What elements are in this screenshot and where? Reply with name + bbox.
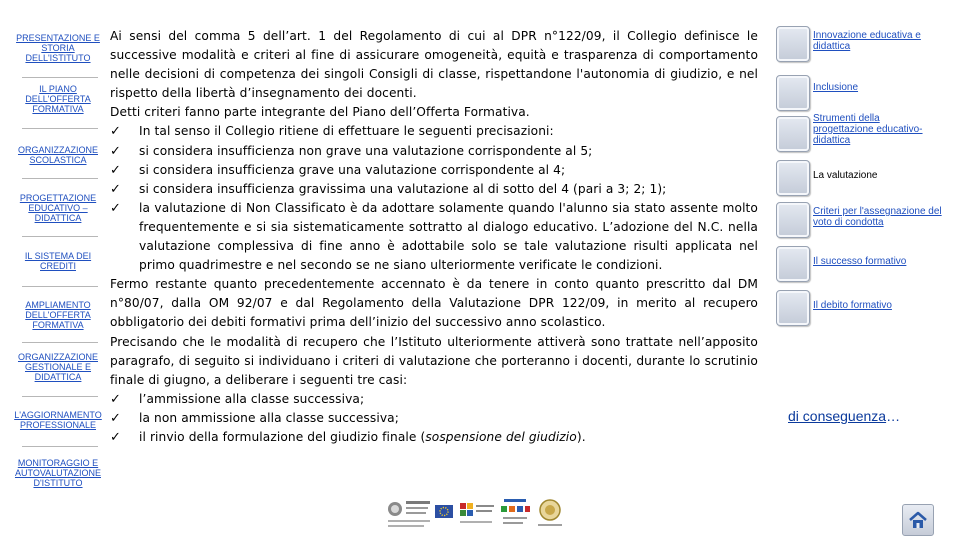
nav-label: MONITORAGGIO E xyxy=(17,458,99,468)
school-logo xyxy=(458,497,496,531)
link-label[interactable]: Il successo formativo xyxy=(813,256,907,267)
nav-divider xyxy=(22,342,98,343)
action-button[interactable] xyxy=(776,202,810,238)
nav-label: D'ISTITUTO xyxy=(33,478,83,488)
list-item xyxy=(110,390,758,409)
check-icon: ✓ xyxy=(110,391,121,407)
conseguenza-link[interactable]: di conseguenza xyxy=(788,408,887,424)
nav-label: GESTIONALE E xyxy=(24,362,92,372)
list-item-text: si considera insufficienza non grave una valutazione corrispondente al 5; xyxy=(139,143,593,158)
list-item-text: il rinvio della formulazione del giudizio finale ( xyxy=(139,429,426,444)
nav-sistema-crediti[interactable] xyxy=(14,251,102,271)
nav-divider xyxy=(22,396,98,397)
nav-progettazione-educativo-didattica[interactable] xyxy=(14,193,102,223)
nav-label: FORMATIVA xyxy=(32,104,84,114)
nav-divider xyxy=(22,236,98,237)
list-item xyxy=(110,122,758,141)
nav-label: SCOLASTICA xyxy=(29,155,87,165)
nav-organizzazione-gestionale-didattica[interactable] xyxy=(14,352,102,382)
nav-label: ORGANIZZAZIONE xyxy=(17,145,98,155)
link-label[interactable]: Innovazione educativa e didattica xyxy=(813,30,921,52)
check-icon: ✓ xyxy=(110,410,121,426)
list-item xyxy=(110,409,758,428)
list-item xyxy=(110,161,758,180)
nav-label: ORGANIZZAZIONE xyxy=(17,352,98,362)
link-inclusione[interactable] xyxy=(770,75,950,113)
list-item-emphasis: sospensione del giudizio xyxy=(425,429,577,444)
nav-label: PROFESSIONALE xyxy=(19,420,97,430)
link-criteri-condotta[interactable] xyxy=(770,202,950,240)
intro-paragraph: Ai sensi del comma 5 dell’art. 1 del Regolamento di cui al DPR n°122/09, il Collegio definisce le successive modalità e criteri al fine di assicurare omogeneità, equità e trasparenza di comportamento nelle decisioni di competenza dei singoli Consigli di classe, rispettandone l'autonomia di giudizio, e nel rispetto della libertà d’insegnamento dei docenti. xyxy=(110,29,758,101)
nav-label: DIDATTICA xyxy=(34,372,82,382)
action-button[interactable] xyxy=(776,290,810,326)
link-label[interactable]: Il debito formativo xyxy=(813,300,892,311)
nav-organizzazione-scolastica[interactable] xyxy=(14,145,102,165)
list-item-text: la valutazione di Non Classificato è da adottare solamente quando l'alunno sia stato assente molto frequentemente e si sia sistematicamente sottratto al dialogo educativo. L’adozione del N.C. nella valutazione complessiva di fine anno è adottabile solo se tale valutazione risulti applicata nel primo quadrimestre e nel secondo se ne siano ulteriormente verificate le condizioni. xyxy=(139,200,758,273)
main-content xyxy=(110,27,758,447)
nav-label: AMPLIAMENTO xyxy=(25,300,91,310)
nav-label: FORMATIVA xyxy=(32,320,84,330)
link-debito-formativo[interactable] xyxy=(770,290,950,328)
list-item xyxy=(110,199,758,275)
list-item-text: l’ammissione alla classe successiva; xyxy=(139,391,365,406)
nav-aggiornamento-professionale[interactable] xyxy=(14,410,102,430)
nav-label: STORIA xyxy=(41,43,75,53)
action-button[interactable] xyxy=(776,75,810,111)
check-icon: ✓ xyxy=(110,124,121,140)
check-icon: ✓ xyxy=(110,143,121,159)
casi-list xyxy=(110,390,758,447)
seal-logo xyxy=(534,497,566,531)
action-button[interactable] xyxy=(776,160,810,196)
nav-divider xyxy=(22,178,98,179)
check-icon: ✓ xyxy=(110,162,121,178)
nav-label: DIDATTICA xyxy=(34,213,82,223)
link-innovazione-educativa[interactable] xyxy=(770,26,950,64)
europe-logo xyxy=(498,497,532,531)
nav-label: AUTOVALUTAZIONE xyxy=(14,468,101,478)
check-icon: ✓ xyxy=(110,181,121,197)
nav-label: IL PIANO xyxy=(39,84,77,94)
nav-label: IL SISTEMA DEI xyxy=(24,251,92,261)
list-item-text: ). xyxy=(576,429,586,444)
nav-label: CREDITI xyxy=(40,261,76,271)
nav-divider xyxy=(22,128,98,129)
precisazioni-list xyxy=(110,122,758,275)
nav-divider xyxy=(22,446,98,447)
ellipsis: … xyxy=(886,408,901,424)
nav-label: DELL'OFFERTA xyxy=(25,310,91,320)
nav-divider xyxy=(22,286,98,287)
nav-monitoraggio-autovalutazione[interactable] xyxy=(14,458,102,488)
link-la-valutazione[interactable] xyxy=(770,160,950,198)
list-item xyxy=(110,180,758,199)
nav-label: L'AGGIORNAMENTO xyxy=(14,410,102,420)
check-icon: ✓ xyxy=(110,429,121,445)
list-item xyxy=(110,142,758,161)
home-button[interactable] xyxy=(902,504,934,536)
nav-divider xyxy=(22,77,98,78)
criteria-line: Detti criteri fanno parte integrante del Piano dell’Offerta Formativa. xyxy=(110,105,530,120)
nav-presentazione-storia[interactable] xyxy=(14,33,102,63)
list-item-text: si considera insufficienza gravissima una valutazione al di sotto del 4 (pari a 3; 2; 1); xyxy=(139,181,667,196)
conseguenza-link-wrapper xyxy=(788,408,900,424)
eu-flag-logo xyxy=(434,497,454,531)
list-item xyxy=(110,428,758,447)
nav-label: PRESENTAZIONE E xyxy=(16,33,100,43)
nav-label: PROGETTAZIONE xyxy=(19,193,97,203)
list-item-text: In tal senso il Collegio ritiene di effettuare le seguenti precisazioni: xyxy=(139,124,554,139)
nav-ampliamento-offerta-formativa[interactable] xyxy=(14,300,102,330)
list-item-text: si considera insufficienza grave una valutazione corrispondente al 4; xyxy=(139,162,566,177)
action-button[interactable] xyxy=(776,26,810,62)
nav-label: DELL'OFFERTA xyxy=(25,94,91,104)
link-label[interactable]: Criteri per l'assegnazione del voto di condotta xyxy=(813,206,942,228)
casi-paragraph: Precisando che le modalità di recupero che l’Istituto ulteriormente attiverà sono trattate nell’apposito paragrafo, di seguito si individuano i criteri di valutazione che porteranno i docenti, durante lo scrutinio finale di giugno, a deliberare i seguenti tre casi: xyxy=(110,334,758,387)
link-label[interactable]: Strumenti della progettazione educativo-didattica xyxy=(813,113,923,146)
action-button[interactable] xyxy=(776,116,810,152)
link-label[interactable]: Inclusione xyxy=(813,82,859,93)
nav-piano-offerta-formativa[interactable] xyxy=(14,84,102,114)
government-logos xyxy=(386,497,432,531)
check-icon: ✓ xyxy=(110,200,121,216)
link-strumenti-progettazione[interactable] xyxy=(770,113,950,154)
link-successo-formativo[interactable] xyxy=(770,246,950,284)
nav-label: DELL'ISTITUTO xyxy=(25,53,91,63)
recupero-paragraph: Fermo restante quanto precedentemente accennato è da tenere in conto quanto prescritto dal DM n°80/07, dalla OM 92/07 e dal Regolamento della Valutazione DPR 122/09, in merito al recupero obbligatorio dei debiti formativi prima dell’inizio del successivo anno scolastico. xyxy=(110,277,758,330)
home-icon xyxy=(908,510,928,530)
action-button[interactable] xyxy=(776,246,810,282)
link-label[interactable]: La valutazione xyxy=(813,170,878,181)
list-item-text: la non ammissione alla classe successiva; xyxy=(139,410,399,425)
nav-label: EDUCATIVO – xyxy=(28,203,88,213)
